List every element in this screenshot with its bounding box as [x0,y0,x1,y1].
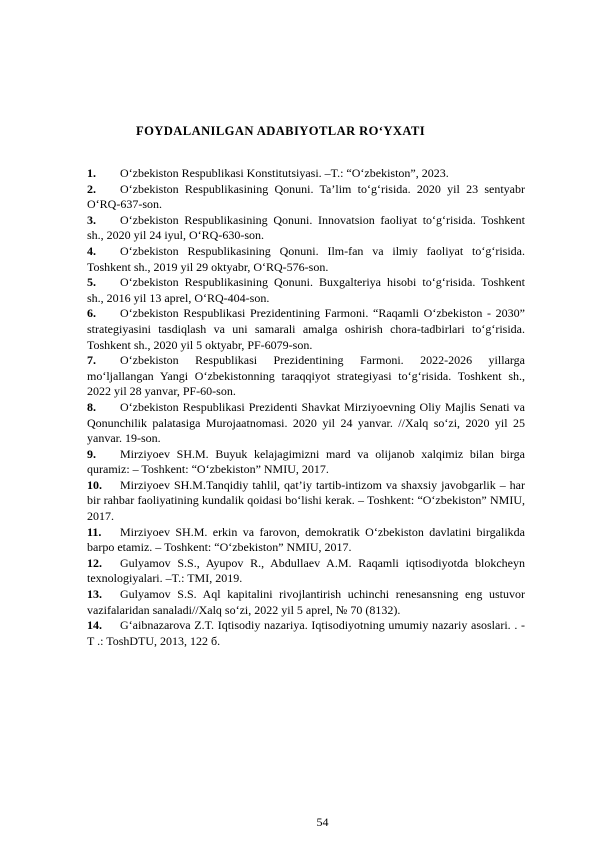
reference-number: 8. [87,399,96,414]
reference-text: Mirziyoev SH.M.Tanqidiy tahlil, qat’iy tartib-intizom va shaxsiy javobgarlik – har bir rahbar faoliyatining kundalik qoidasi bo‘lishi kerak. – Toshkent: “O‘zbekiston” NMIU, 2017. [87,477,525,524]
reference-number: 13. [87,587,102,602]
reference-text: Mirziyoev SH.M. erkin va farovon, demokratik O‘zbekiston davlatini birgalikda barpo etamiz. – Toshkent: “O‘zbekiston” NMIU, 2017. [87,524,525,555]
reference-item [87,182,525,213]
reference-item [87,275,525,306]
reference-text: O‘zbekiston Respublikasi Prezidentining Farmoni. 2022-2026 yillarga mo‘ljallangan Yangi O‘zbekistonning taraqqiyot strategiyasi to‘g‘risida. Toshkent sh., 2022 yil 28 yanvar, PF-60-son. [87,353,525,399]
reference-item [87,525,525,556]
reference-text: G‘aibnazarova Z.T. Iqtisodiy nazariya. Iqtisodiyotning umumiy nazariy asoslari. . - T .: ToshDTU, 2013, 122 б. [87,618,525,648]
reference-number: 1. [87,166,96,180]
reference-text: O‘zbekiston Respublikasi Prezidenti Shavkat Mirziyoevning Oliy Majlis Senati va Qonunchilik palatasiga Murojaatnomasi. 2020 yil 24 yanvar. //Xalq so‘zi, 2020 yil 25 yanvar. 19-son. [87,399,525,446]
reference-item [87,556,525,587]
reference-item [87,306,525,353]
page-title: FOYDALANILGAN ADABIYOTLAR RO‘YXATI [136,124,426,138]
reference-item [87,213,525,244]
reference-text: O‘zbekiston Respublikasining Qonuni. Innovatsion faoliyat to‘g‘risida. Toshkent sh., 2020 yil 24 iyul, O‘RQ-630-son. [87,212,525,243]
reference-number: 14. [87,618,102,633]
reference-text: O‘zbekiston Respublikasi Konstitutsiyasi. –T.: “O‘zbekiston”, 2023. [120,166,449,180]
reference-number: 10. [87,477,102,492]
reference-item [87,587,525,618]
reference-text: Mirziyoev SH.M. Buyuk kelajagimizni mard va olijanob xalqimiz bilan birga quramiz: – Toshkent: “O‘zbekiston” NMIU, 2017. [87,446,525,477]
reference-number: 6. [87,306,96,321]
reference-text: O‘zbekiston Respublikasining Qonuni. Ta’lim to‘g‘risida. 2020 yil 23 sentyabr O‘RQ-637-son. [87,181,525,212]
reference-item [87,166,525,182]
reference-number: 7. [87,353,96,368]
reference-text: O‘zbekiston Respublikasi Prezidentining Farmoni. “Raqamli O‘zbekiston - 2030” strategiyasini tasdiqlash va uni samarali amalga oshirish chora-tadbirlari to‘g‘risida. Toshkent sh., 2020 yil 5 oktyabr, PF-6079-son. [87,306,525,352]
reference-item [87,447,525,478]
reference-number: 11. [87,524,102,539]
reference-number: 3. [87,212,96,227]
reference-item [87,400,525,447]
reference-item [87,353,525,400]
reference-text: O‘zbekiston Respublikasining Qonuni. Ilm-fan va ilmiy faoliyat to‘g‘risida. Toshkent sh., 2019 yil 29 oktyabr, O‘RQ-576-son. [87,243,525,274]
page-number: 54 [316,815,329,829]
reference-item [87,618,525,649]
reference-number: 4. [87,243,96,258]
reference-number: 5. [87,275,96,290]
reference-item [87,244,525,275]
reference-number: 9. [87,446,96,461]
reference-list [87,166,525,649]
reference-text: O‘zbekiston Respublikasining Qonuni. Buxgalteriya hisobi to‘g‘risida. Toshkent sh., 2016 yil 13 aprel, O‘RQ-404-son. [87,275,525,305]
reference-text: Gulyamov S.S., Ayupov R., Abdullaev A.M. Raqamli iqtisodiyotda blokcheyn texnologiyalari. –T.: TMI, 2019. [87,555,525,586]
reference-text: Gulyamov S.S. Aql kapitalini rivojlantirish uchinchi renesansning eng ustuvor vazifalaridan sanaladi//Xalq so‘zi, 2022 yil 5 aprel, № 70 (8132). [87,587,525,617]
reference-number: 2. [87,181,96,196]
reference-item [87,478,525,525]
reference-number: 12. [87,555,102,570]
